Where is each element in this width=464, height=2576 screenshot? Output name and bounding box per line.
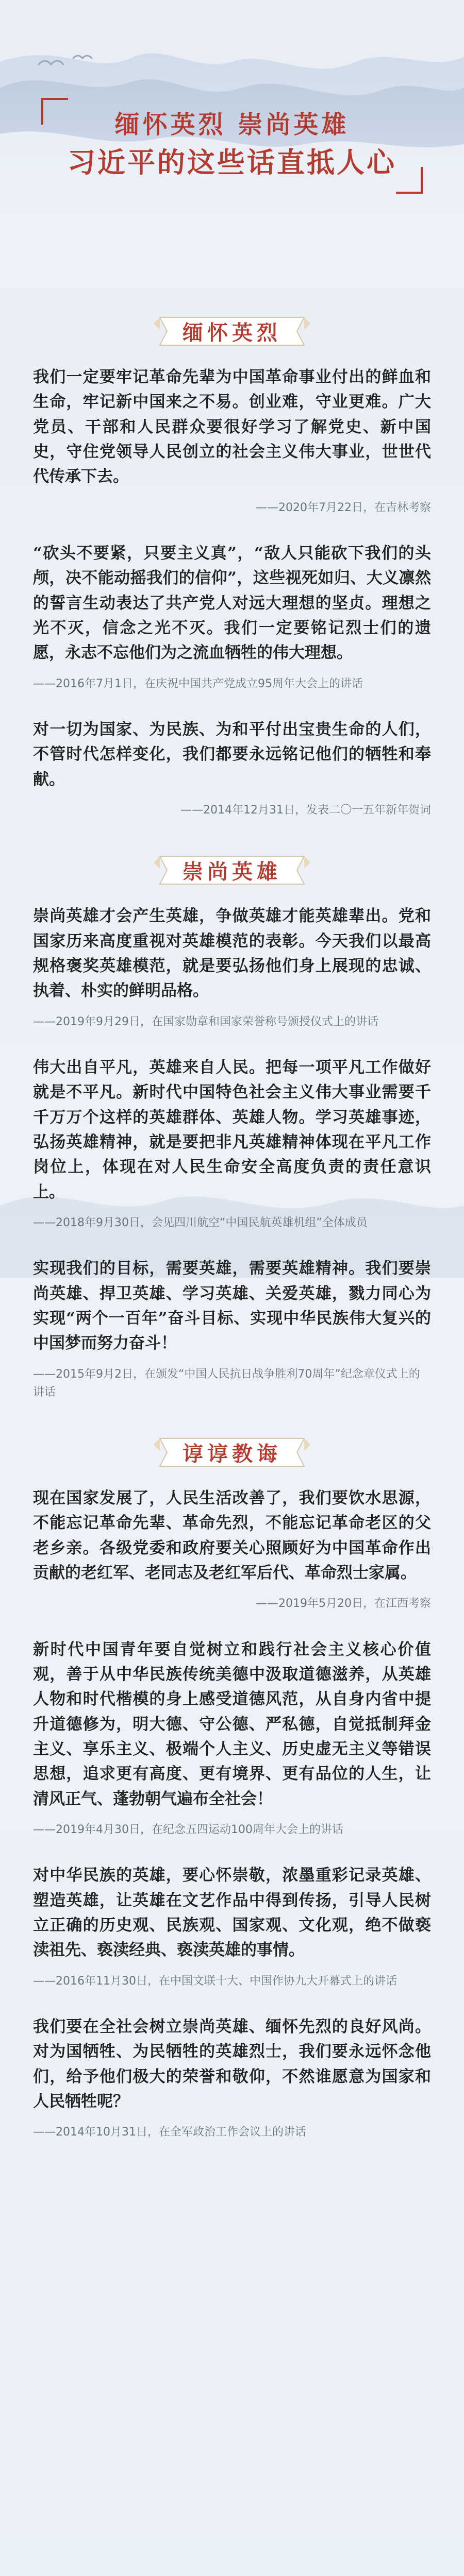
quote	[33, 1256, 431, 1401]
section-earnest-teachings	[33, 1410, 431, 2142]
quote	[33, 1863, 431, 1990]
section-title	[33, 310, 431, 352]
quote	[33, 2014, 431, 2142]
section-honor-heroes	[33, 827, 431, 1401]
header	[0, 0, 464, 289]
section-title	[33, 849, 431, 891]
section-remember-martyrs	[33, 289, 431, 819]
quote-text: 我们一定要牢记革命先辈为中国革命事业付出的鲜血和生命，牢记新中国来之不易。创业难，守业更难。广大党员、干部和人民群众要很好学习了解党史、新中国史，守住党领导人民创立的社会主义伟大事业，世世代代传承下去。	[33, 368, 431, 486]
quote-text: 崇尚英雄才会产生英雄，争做英雄才能英雄辈出。党和国家历来高度重视对英雄模范的表彰。今天我们以最高规格褒奖英雄模范，就是要弘扬他们身上展现的忠诚、执着、朴实的鲜明品格。	[33, 907, 431, 1001]
title-line-2: 习近平的这些话直抵人心	[68, 146, 396, 179]
divider	[33, 1040, 431, 1041]
quote-source: ——2019年5月20日，在江西考察	[256, 1597, 431, 1611]
quote-source: ——2015年9月2日，在颁发“中国人民抗日战争胜利70周年”纪念章仪式上的讲话	[33, 1367, 420, 1399]
quote-text: “砍头不要紧，只要主义真”，“敌人只能砍下我们的头颅，决不能动摇我们的信仰”，这些视死如归、大义凛然的誓言生动表达了共产党人对远大理想的坚贞。理想之光不灭，信念之光不灭。我们一定要铭记烈士们的遗愿，永志不忘他们为之流血牺牲的伟大理想。	[33, 544, 431, 663]
divider	[33, 1848, 431, 1849]
quote-text: 对一切为国家、为民族、为和平付出宝贵生命的人们，不管时代怎样变化，我们都要永远铭记他们的牺牲和奉献。	[33, 720, 431, 789]
title-frame	[41, 98, 423, 194]
quote-source: ——2016年7月1日，在庆祝中国共产党成立95周年大会上的讲话	[33, 677, 363, 690]
quote-source: ——2014年12月31日，发表二〇一五年新年贺词	[180, 804, 431, 817]
quote-source: ——2019年4月30日，在纪念五四运动100周年大会上的讲话	[33, 1823, 343, 1837]
quote	[33, 1486, 431, 1613]
quote-text: 实现我们的目标，需要英雄，需要英雄精神。我们要崇尚英雄、捍卫英雄、学习英雄、关爱英雄，戮力同心为实现“两个一百年”奋斗目标、实现中华民族伟大复兴的中国梦而努力奋斗！	[33, 1259, 431, 1353]
quote-text: 对中华民族的英雄，要心怀崇敬，浓墨重彩记录英雄、塑造英雄，让英雄在文艺作品中得到传扬，引导人民树立正确的历史观、民族观、国家观、文化观，绝不做亵渎祖先、亵渎经典、亵渎英雄的事情。	[33, 1866, 431, 1960]
section-title-text: 缅怀英烈	[183, 320, 281, 345]
quote-text: 伟大出自平凡，英雄来自人民。把每一项平凡工作做好就是不平凡。新时代中国特色社会主义伟大事业需要千千万万个这样的英雄群体、英雄人物。学习英雄事迹，弘扬英雄精神，就是要把非凡英雄精神体现在平凡工作岗位上，体现在对人民生命安全高度负责的责任意识上。	[33, 1058, 431, 1201]
quote	[33, 904, 431, 1031]
quote-text: 现在国家发展了，人民生活改善了，我们要饮水思源，不能忘记革命先辈、革命先烈，不能忘记革命老区的父老乡亲。各级党委和政府要关心照顾好为中国革命作出贡献的老红军、老同志及老红军后代、革命烈士家属。	[33, 1489, 431, 1583]
divider	[33, 1622, 431, 1623]
section-title-text: 谆谆教诲	[183, 1442, 281, 1466]
quote-text: 我们要在全社会树立崇尚英雄、缅怀先烈的良好风尚。对为国牺牲、为民牺牲的英雄烈士，我们要永远怀念他们，给予他们极大的荣誉和敬仰，不然谁愿意为国家和人民牺牲呢？	[33, 2017, 431, 2111]
title-line-1: 缅怀英烈 崇尚英雄	[114, 110, 350, 139]
quote-source: ——2016年11月30日，在中国文联十大、中国作协九大开幕式上的讲话	[33, 1974, 397, 1988]
main-content	[0, 289, 464, 2142]
quote	[33, 541, 431, 693]
quote	[33, 1055, 431, 1232]
quote-source: ——2020年7月22日，在吉林考察	[256, 501, 431, 514]
quote-source: ——2018年9月30日，会见四川航空“中国民航英雄机组”全体成员	[33, 1216, 368, 1230]
title-block	[41, 98, 423, 194]
divider	[33, 1241, 431, 1242]
birds-icon	[36, 49, 108, 80]
divider	[33, 1999, 431, 2000]
quote-source: ——2014年10月31日，在全军政治工作会议上的讲话	[33, 2126, 306, 2139]
quote	[33, 717, 431, 819]
quote-text: 新时代中国青年要自觉树立和践行社会主义核心价值观，善于从中华民族传统美德中汲取道德滋养，从英雄人物和时代楷模的身上感受道德风范，从自身内省中提升道德修为，明大德、守公德、严私德，自觉抵制拜金主义、享乐主义、极端个人主义、历史虚无主义等错误思想，追求更有高度、更有境界、更有品位的人生，让清风正气、蓬勃朝气遍布全社会！	[33, 1640, 431, 1808]
quote	[33, 1637, 431, 1839]
quote-source: ——2019年9月29日，在国家勋章和国家荣誉称号颁授仪式上的讲话	[33, 1015, 378, 1028]
divider	[33, 702, 431, 703]
section-title-text: 崇尚英雄	[183, 859, 281, 884]
section-title	[33, 1431, 431, 1473]
quote	[33, 365, 431, 517]
divider	[33, 526, 431, 527]
